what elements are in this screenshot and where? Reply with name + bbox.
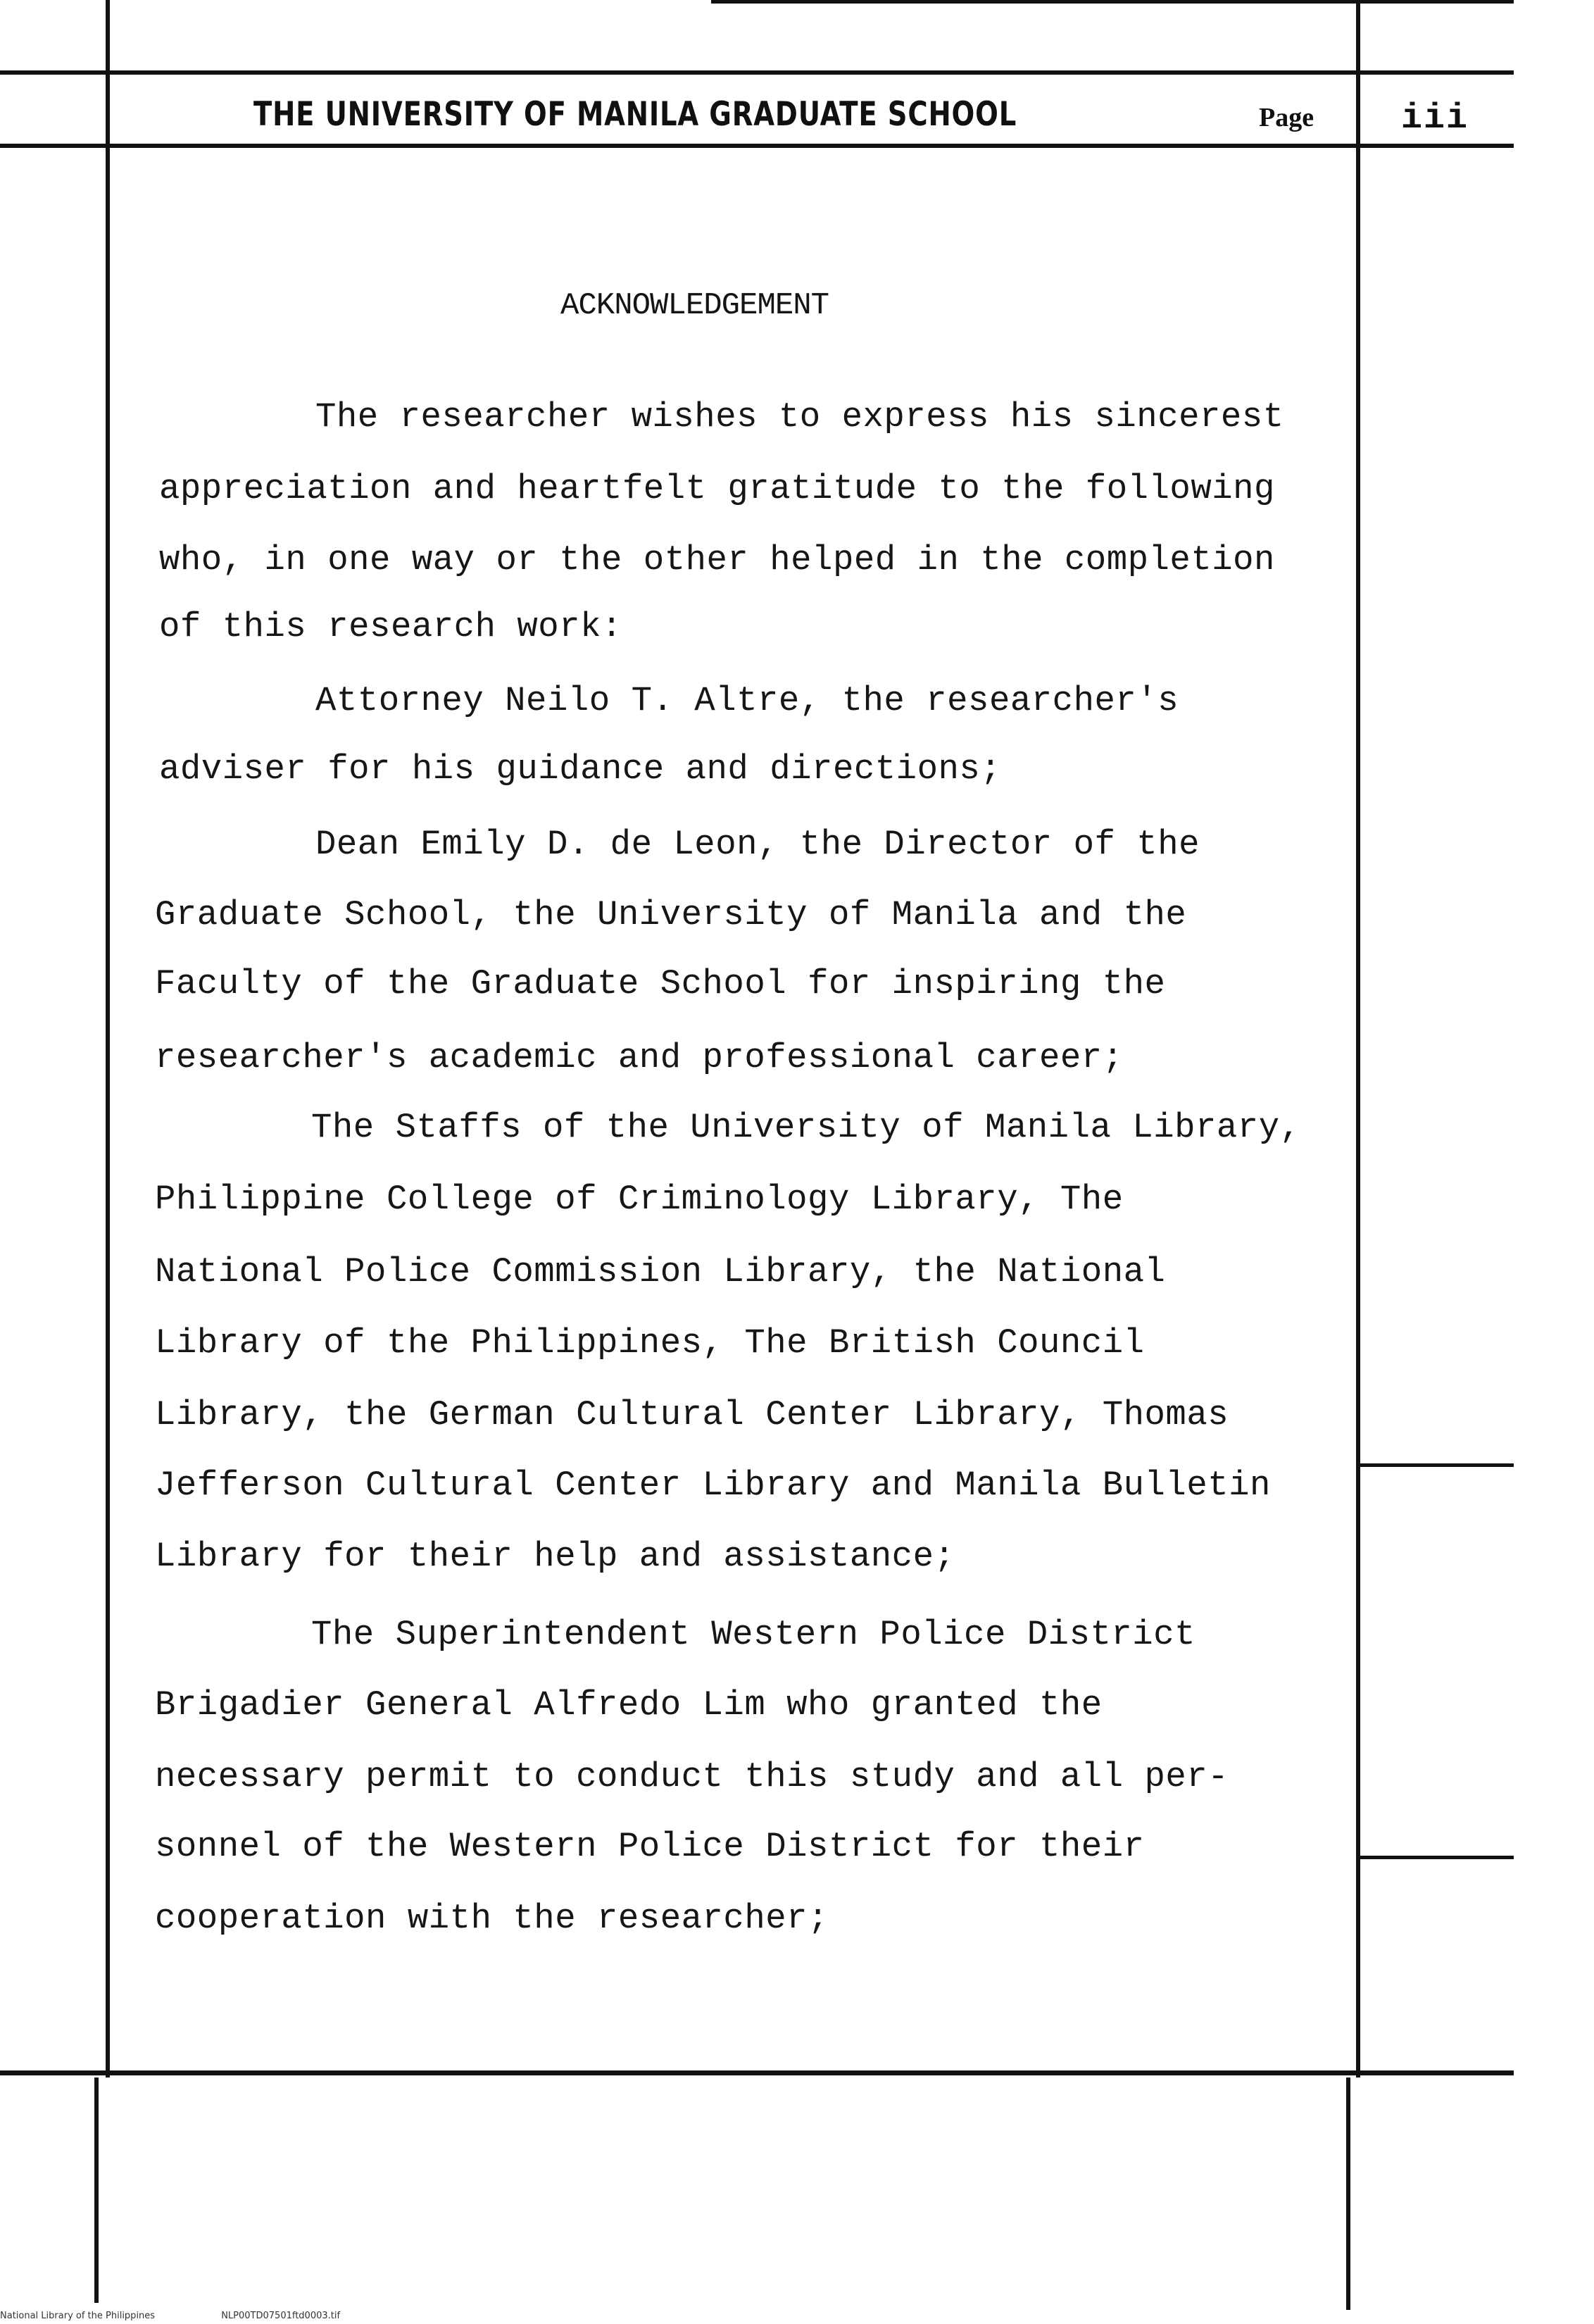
text-line: necessary permit to conduct this study and all per- (155, 1757, 1229, 1797)
text-line: Dean Emily D. de Leon, the Director of the (315, 825, 1200, 864)
scan-source: National Library of the Philippines (0, 2311, 156, 2321)
text-line: appreciation and heartfelt gratitude to the following (159, 469, 1275, 508)
text-line: Graduate School, the University of Manila and the (155, 895, 1187, 935)
text-line: National Police Commission Library, the National (155, 1252, 1166, 1292)
text-line: Faculty of the Graduate School for inspiring the (155, 964, 1166, 1004)
text-line: The Staffs of the University of Manila Library, (311, 1108, 1301, 1147)
text-line: sonnel of the Western Police District for their (155, 1827, 1145, 1866)
text-line: cooperation with the researcher; (155, 1899, 829, 1938)
text-line: who, in one way or the other helped in the completion (159, 540, 1275, 580)
text-line: of this research work: (159, 607, 622, 646)
text-line: The Superintendent Western Police District (311, 1615, 1196, 1654)
acknowledgement-heading: ACKNOWLEDGEMENT (560, 288, 829, 323)
scan-file-id: NLP00TD07501ftd0003.tif (221, 2311, 341, 2321)
text-line: Library, the German Cultural Center Library, Thomas (155, 1395, 1229, 1435)
text-line: adviser for his guidance and directions; (159, 749, 1002, 789)
text-line: Jefferson Cultural Center Library and Manila Bulletin (155, 1466, 1271, 1505)
text-line: Attorney Neilo T. Altre, the researcher's (315, 681, 1179, 720)
scan-source-note (0, 2311, 403, 2321)
text-line: Library of the Philippines, The British Council (155, 1323, 1145, 1363)
text-line: researcher's academic and professional career; (155, 1038, 1124, 1077)
text-line: The researcher wishes to express his sincerest (315, 397, 1284, 437)
text-line: Brigadier General Alfredo Lim who granted the (155, 1685, 1103, 1725)
page-number: iii (1401, 99, 1469, 139)
text-line: Library for their help and assistance; (155, 1537, 955, 1576)
page-label: Page (1259, 103, 1314, 132)
text-line: Philippine College of Criminology Library, The (155, 1180, 1124, 1219)
institution-header: THE UNIVERSITY OF MANILA GRADUATE SCHOOL (253, 95, 1017, 134)
